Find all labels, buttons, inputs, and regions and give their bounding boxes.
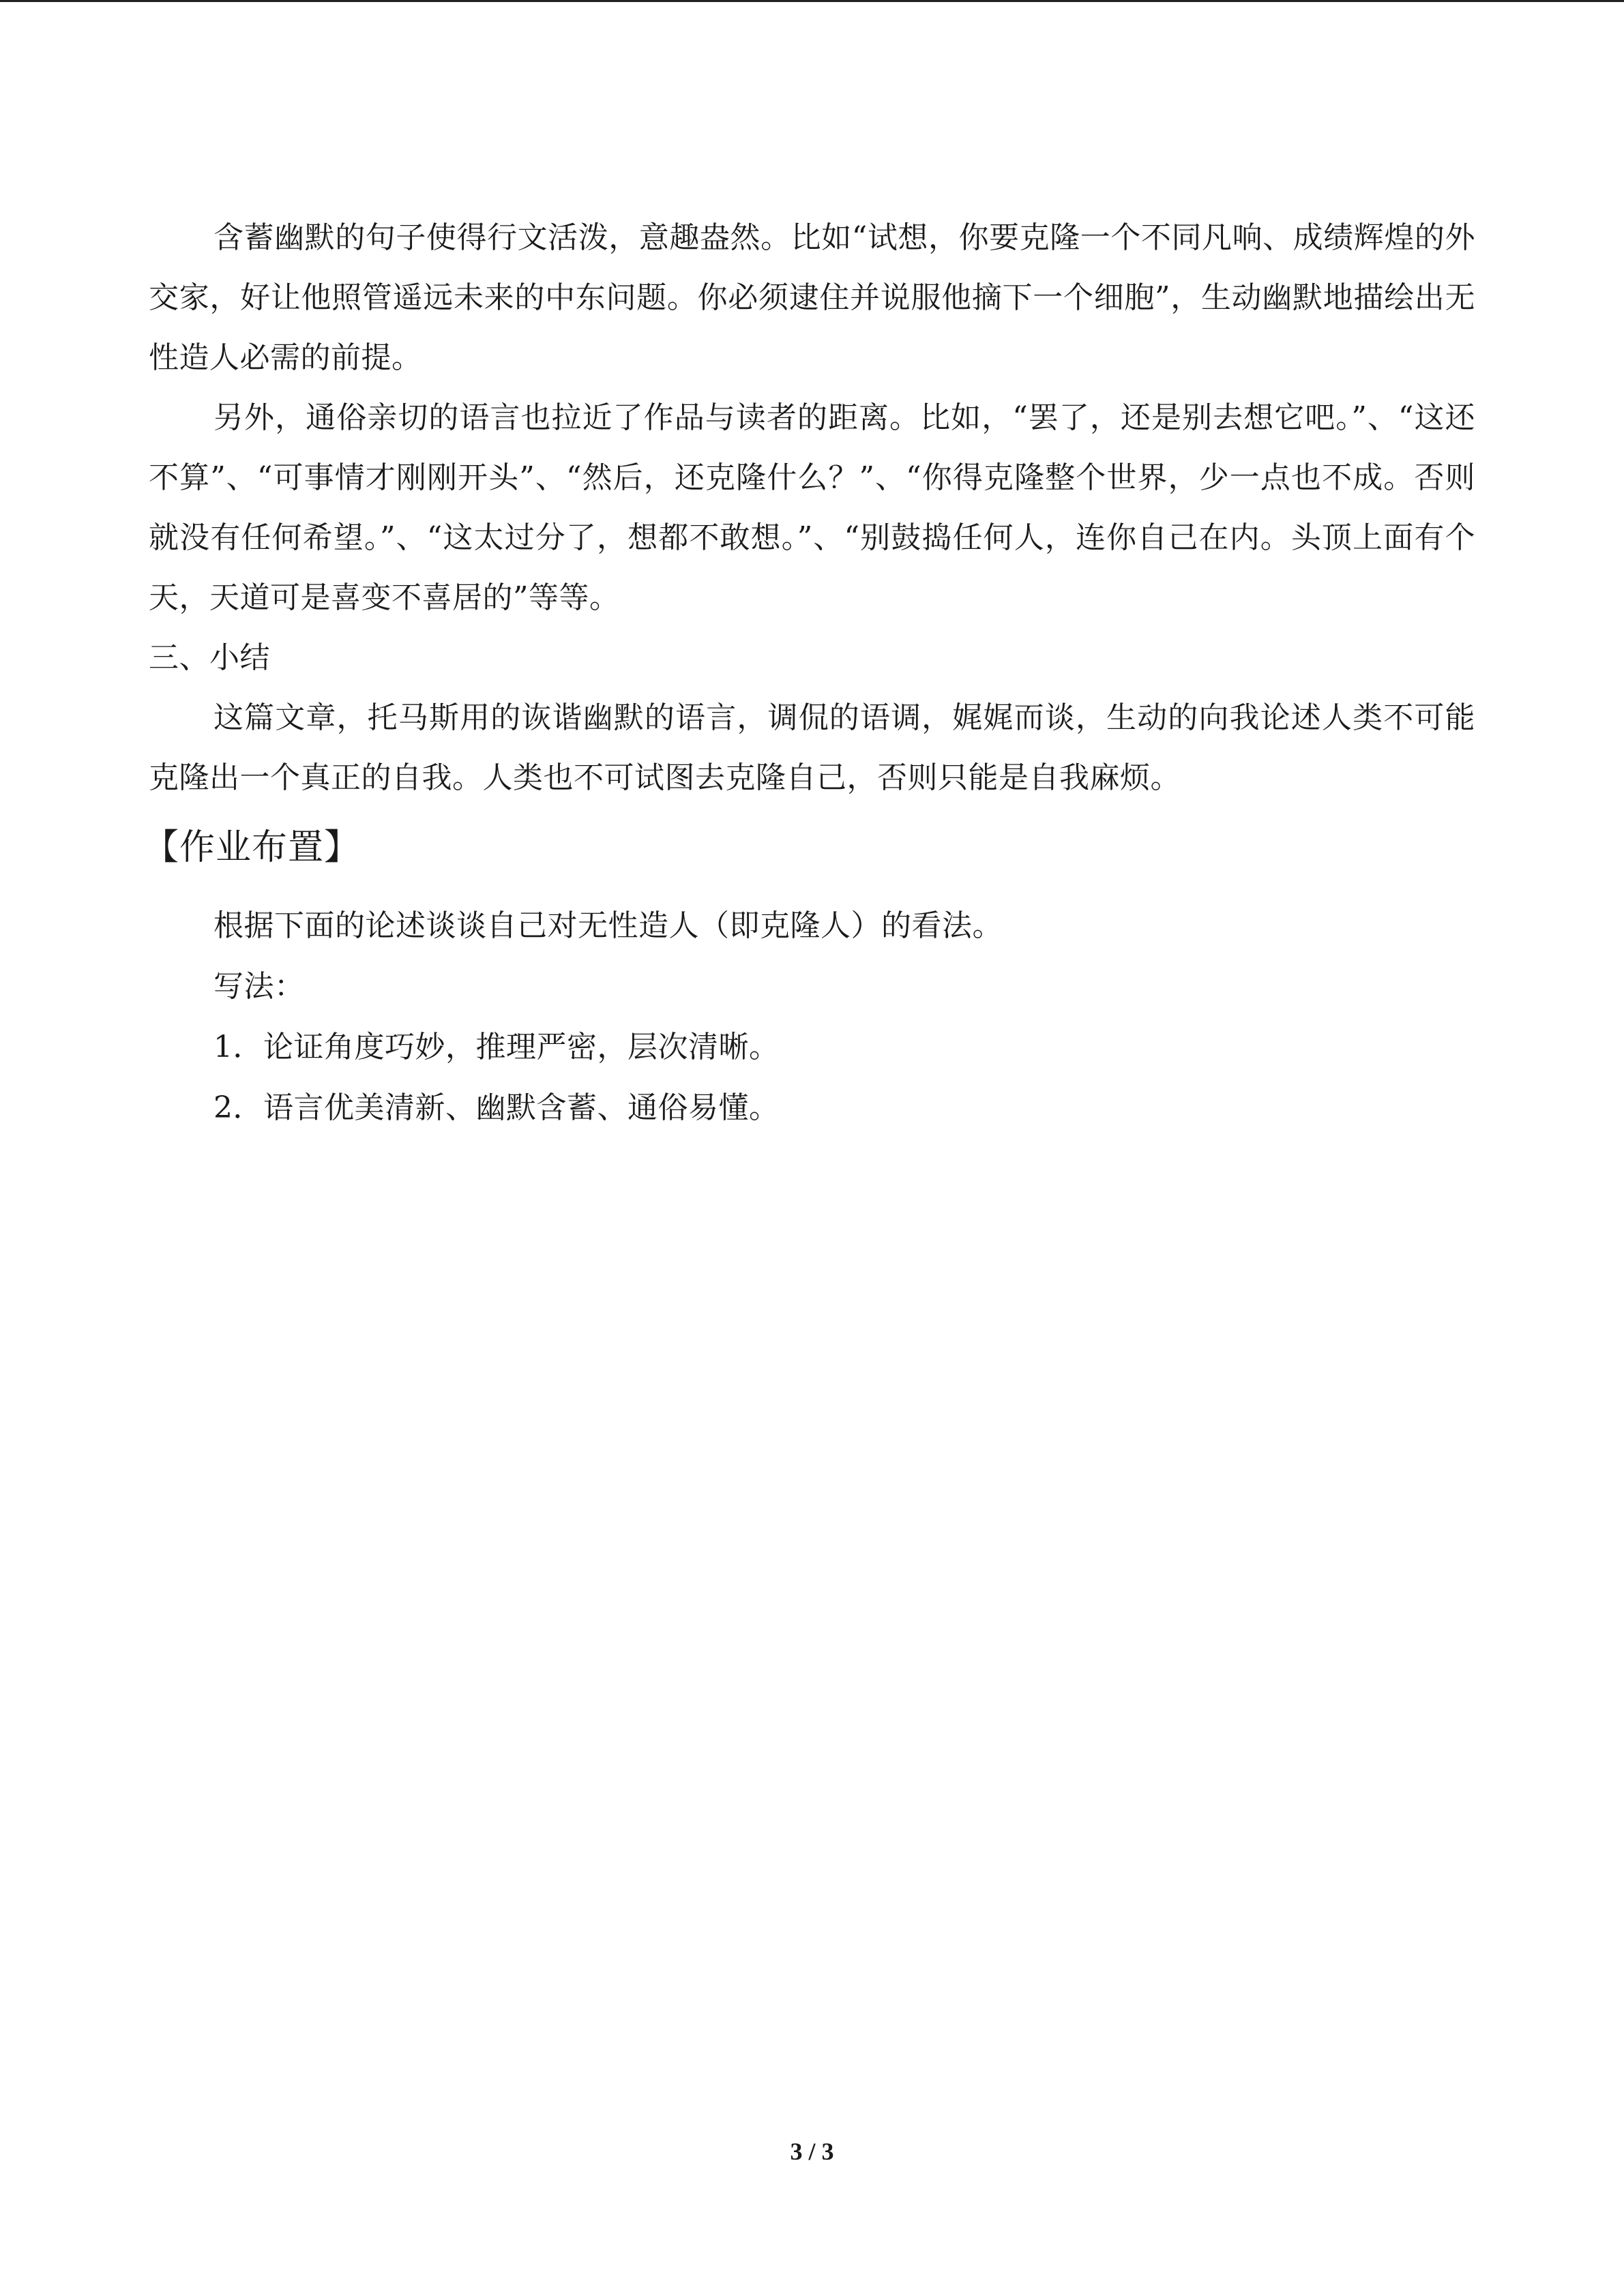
homework-item: 2．语言优美清新、幽默含蓄、通俗易懂。 <box>213 1090 780 1125</box>
body-paragraph-humor: 含蓄幽默的句子使得行文活泼，意趣盎然。比如“试想，你要克隆一个不同凡响、成绩辉煌的外交家，好让他照管遥远未来的中东问题。你必须逮住并说服他摘下一个细胞”，生动幽默地描绘出无性造人必需的前提。 <box>149 220 1475 375</box>
homework-heading: 【作业布置】 <box>143 827 361 868</box>
section-summary-label: 三、小结 <box>149 640 270 675</box>
homework-method-label: 写法： <box>213 969 305 1004</box>
homework-instruction: 根据下面的论述谈谈自己对无性造人（即克隆人）的看法。 <box>213 908 1003 943</box>
homework-item: 1．论证角度巧妙，推理严密，层次清晰。 <box>213 1030 780 1064</box>
page-number: 3 / 3 <box>790 2138 834 2165</box>
page-content <box>143 208 1475 1138</box>
body-paragraph-summary: 这篇文章，托马斯用的诙谐幽默的语言，调侃的语调，娓娓而谈，生动的向我论述人类不可能克隆出一个真正的自我。人类也不可试图去克隆自己，否则只能是自我麻烦。 <box>149 700 1475 795</box>
homework-block <box>149 895 1475 1138</box>
body-paragraph-plain-language: 另外，通俗亲切的语言也拉近了作品与读者的距离。比如，“罢了，还是别去想它吧。”、“这还不算”、“可事情才刚刚开头”、“然后，还克隆什么？”、“你得克隆整个世界，少一点也不成。否则就没有任何希望。”、“这太过分了，想都不敢想。”、“别鼓捣任何人，连你自己在内。头顶上面有个天，天道可是喜变不喜居的”等等。 <box>149 400 1475 615</box>
